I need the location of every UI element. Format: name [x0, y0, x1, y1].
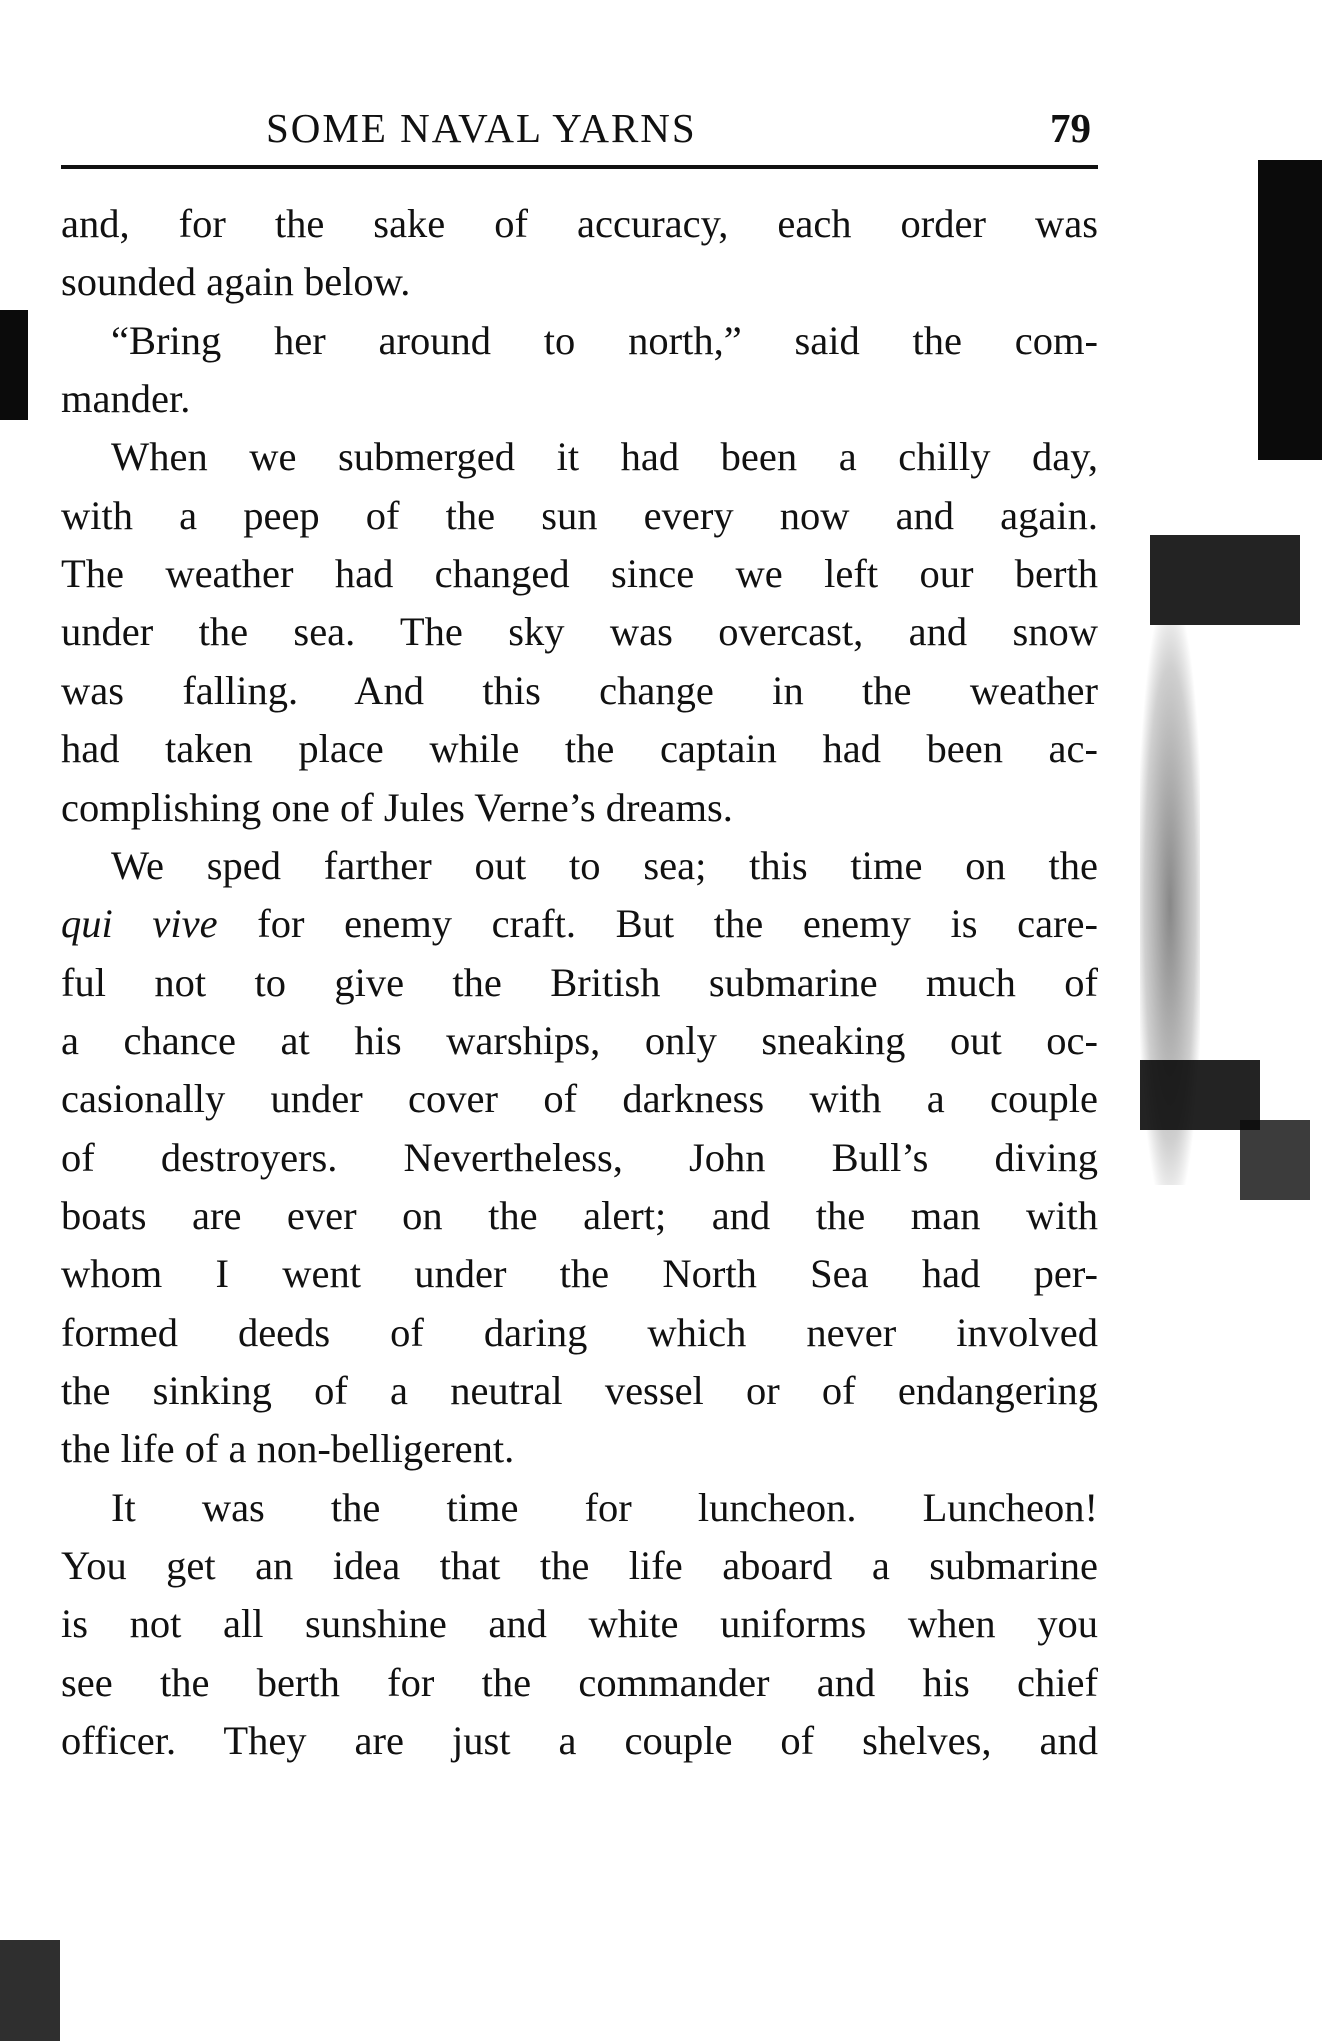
line-text: You get an idea that the life aboard a submarine — [61, 1543, 1098, 1589]
line-text: under the sea. The sky was overcast, and snow — [61, 609, 1098, 655]
line-text: had taken place while the captain had been ac- — [61, 726, 1098, 772]
text-line — [61, 545, 1098, 603]
text-line — [61, 1537, 1098, 1595]
line-text: ful not to give the British submarine much of — [61, 959, 1098, 1005]
text-line — [61, 1304, 1098, 1362]
line-text: and, for the sake of accuracy, each order was — [61, 201, 1098, 246]
text-line — [61, 603, 1098, 661]
line-text: sounded again below. — [61, 259, 411, 305]
line-text: mander. — [61, 376, 191, 422]
line-text: the sinking of a neutral vessel or of endangering — [61, 1368, 1098, 1413]
text-line — [61, 428, 1098, 486]
text-line — [61, 370, 1098, 428]
line-text: When we submerged it had been a chilly day, — [111, 434, 1098, 480]
text-line — [61, 1129, 1098, 1187]
text-line — [61, 487, 1098, 545]
text-line — [61, 312, 1098, 370]
text-line — [61, 1420, 1098, 1478]
text-line — [61, 837, 1098, 895]
running-title: SOME NAVAL YARNS — [266, 105, 697, 151]
line-text: officer. They are just a couple of shelves, and — [61, 1718, 1098, 1764]
text-line — [61, 1245, 1098, 1303]
text-line — [61, 195, 1098, 253]
line-text: of destroyers. Nevertheless, John Bull’s diving — [61, 1134, 1098, 1180]
text-line — [61, 1654, 1098, 1712]
line-text: see the berth for the commander and his chief — [61, 1659, 1098, 1705]
line-text: the life of a non-belligerent. — [61, 1426, 515, 1472]
line-text: complishing one of Jules Verne’s dreams. — [61, 784, 733, 830]
text-line — [61, 1070, 1098, 1128]
line-text: casionally under cover of darkness with a couple — [61, 1076, 1098, 1122]
scan-shadow-bottom-left — [0, 1940, 60, 2041]
line-text: was falling. And this change in the weather — [61, 667, 1098, 713]
text-line — [61, 1187, 1098, 1245]
scan-shadow-right-edge — [1240, 1120, 1310, 1200]
text-line — [61, 1362, 1098, 1420]
line-text: “Bring her around to north,” said the com- — [111, 317, 1098, 363]
scan-shadow-right-top — [1258, 160, 1322, 460]
italic-phrase: qui vive — [61, 901, 218, 947]
text-line — [61, 1595, 1098, 1653]
line-text: boats are ever on the alert; and the man with — [61, 1192, 1098, 1238]
header-rule — [61, 165, 1098, 169]
scan-shadow-right-middle — [1150, 535, 1300, 625]
line-text: whom I went under the North Sea had per- — [61, 1251, 1098, 1297]
text-line — [61, 895, 1098, 953]
text-line — [61, 954, 1098, 1012]
line-text: with a peep of the sun every now and again. — [61, 492, 1098, 538]
line-text: It was the time for luncheon. Luncheon! — [111, 1484, 1098, 1530]
text-line — [61, 1479, 1098, 1537]
text-line — [61, 1012, 1098, 1070]
text-line — [61, 779, 1098, 837]
line-text: for enemy craft. But the enemy is care- — [217, 901, 1099, 947]
line-text: a chance at his warships, only sneaking out oc- — [61, 1017, 1098, 1063]
line-text: We sped farther out to sea; this time on the — [111, 842, 1098, 888]
text-line — [61, 720, 1098, 778]
page-number: 79 — [1050, 105, 1091, 151]
text-line — [61, 253, 1098, 311]
line-text: The weather had changed since we left our berth — [61, 551, 1098, 597]
text-line — [61, 1712, 1098, 1770]
line-text: is not all sunshine and white uniforms when you — [61, 1601, 1098, 1647]
line-text: formed deeds of daring which never involved — [61, 1309, 1098, 1355]
scan-shadow-left — [0, 310, 28, 420]
text-line — [61, 662, 1098, 720]
